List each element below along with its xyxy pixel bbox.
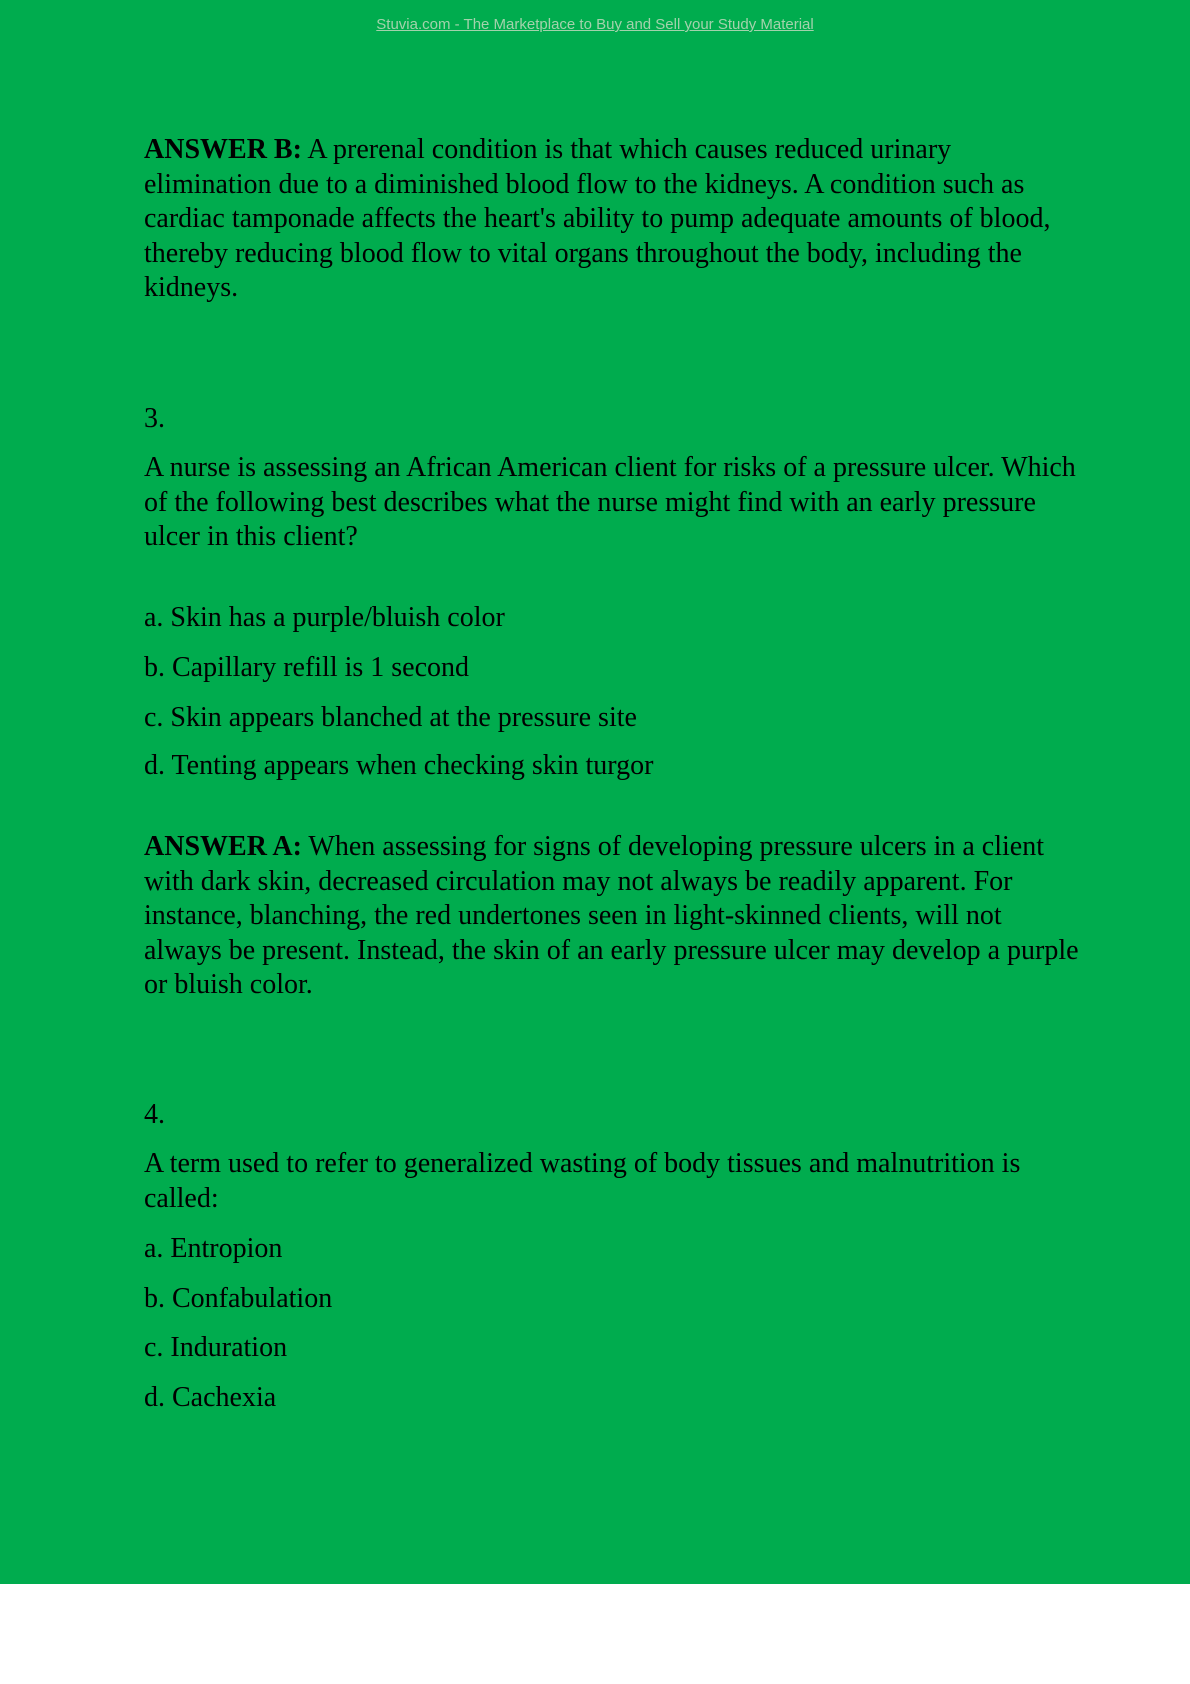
answer-a-label: ANSWER A:	[144, 831, 302, 862]
answer-b-text: A prerenal condition is that which causes reduced urinary elimination due to a diminished blood flow to the kidneys. A condition such as cardiac tamponade affects the heart's ability to pump adequate amounts of blood, thereby reducing blood flow to vital organs throughout the body, including the kidneys.	[144, 134, 1051, 303]
answer-a-text: When assessing for signs of developing pressure ulcers in a client with dark skin, decreased circulation may not always be readily apparent. For instance, blanching, the red undertones seen in light-skinned clients, will not always be present. Instead, the skin of an early pressure ulcer may develop a purple or bluish color.	[144, 831, 1079, 1000]
question-3-option-a: a. Skin has a purple/bluish color	[144, 602, 505, 633]
question-4-option-b: b. Confabulation	[144, 1283, 333, 1314]
stuvia-watermark-link[interactable]: Stuvia.com - The Marketplace to Buy and Sell your Study Material	[376, 16, 814, 33]
question-4-text	[144, 1147, 1084, 1216]
question-4-option-c: c. Induration	[144, 1332, 288, 1363]
question-3-stem: A nurse is assessing an African American client for risks of a pressure ulcer. Which of the following best describes what the nurse might find with an early pressure ulcer in this client?	[144, 452, 1076, 552]
answer-a-paragraph	[144, 830, 1084, 1003]
answer-b-label: ANSWER B:	[144, 134, 302, 165]
question-4-stem: A term used to refer to generalized wasting of body tissues and malnutrition is called:	[144, 1148, 1021, 1214]
question-4-option-a: a. Entropion	[144, 1233, 283, 1264]
answer-b-paragraph	[144, 133, 1084, 306]
question-3-option-c: c. Skin appears blanched at the pressure site	[144, 702, 637, 733]
question-3-option-b: b. Capillary refill is 1 second	[144, 652, 470, 683]
question-3-text	[144, 451, 1084, 555]
question-4-option-d: d. Cachexia	[144, 1382, 277, 1413]
question-4-number: 4.	[144, 1099, 165, 1130]
question-3-option-d: d. Tenting appears when checking skin turgor	[144, 750, 654, 781]
question-3-number: 3.	[144, 403, 165, 434]
